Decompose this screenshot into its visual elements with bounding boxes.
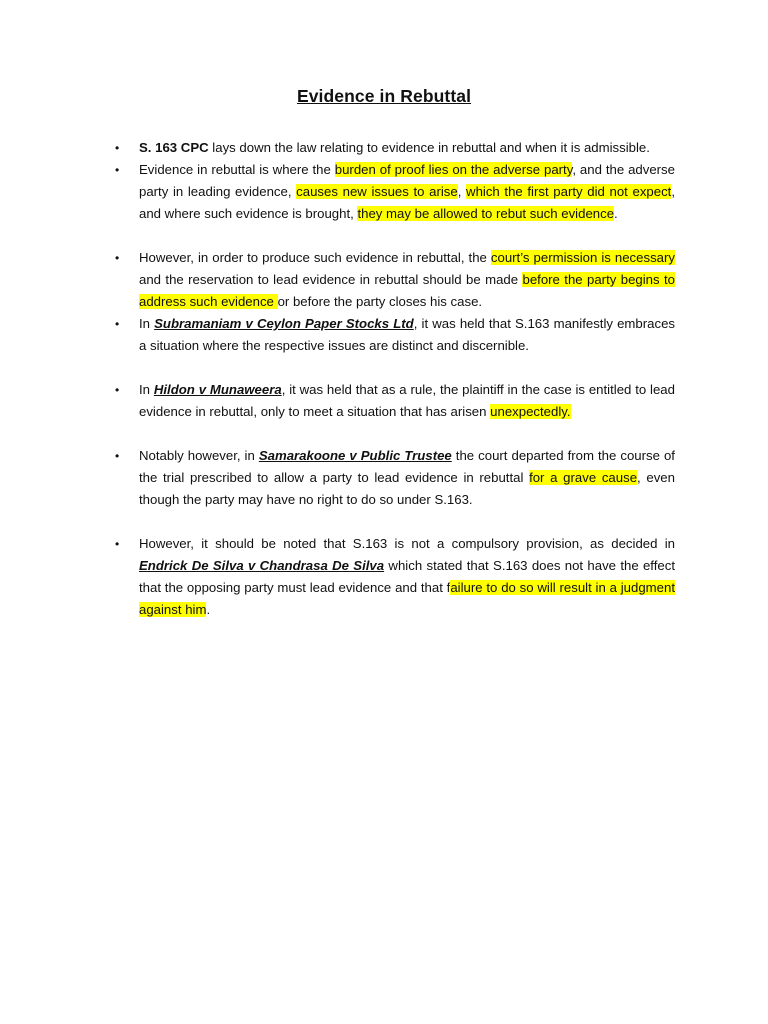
body-text: In xyxy=(139,382,154,397)
bullet-item xyxy=(139,313,675,357)
document-title: Evidence in Rebuttal xyxy=(296,86,472,106)
body-text: which stated that S.163 does not have the effect that the opposing party must lead evidence and that f xyxy=(139,558,675,595)
bullet-list xyxy=(139,137,675,621)
bullet-item xyxy=(139,137,675,159)
highlighted-text: causes new issues to arise xyxy=(296,184,458,199)
highlighted-text: they may be allowed to rebut such evidence xyxy=(357,206,615,221)
body-text: and the reservation to lead evidence in rebuttal should be made xyxy=(139,272,523,287)
case-name: Subramaniam v Ceylon Paper Stocks Ltd xyxy=(154,316,414,331)
bullet-item xyxy=(139,247,675,313)
bold-text: S. 163 CPC xyxy=(139,140,209,155)
highlighted-text: court’s permission is necessary xyxy=(490,250,675,265)
body-text: However, it should be noted that S.163 is not a compulsory provision, as decided in xyxy=(139,536,675,551)
body-text: , it was held that as a rule, the plaintiff in the case is entitled to lead evidence in rebuttal, only to meet a situation that has arisen xyxy=(139,382,675,419)
body-text: Evidence in rebuttal is where the xyxy=(139,162,335,177)
body-text: , xyxy=(457,184,467,199)
body-text: . xyxy=(206,602,211,617)
case-name: Endrick De Silva v Chandrasa De Silva xyxy=(139,558,385,573)
case-name: Samarakoone v Public Trustee xyxy=(258,448,452,463)
body-text: . xyxy=(614,206,618,221)
body-text: the court departed from the course of the trial prescribed to allow a party to lead evidence in rebuttal xyxy=(139,448,675,485)
body-text: lays down the law relating to evidence in rebuttal and when it is admissible. xyxy=(208,140,650,155)
bullet-item xyxy=(139,445,675,511)
body-text: , even though the party may have no right to do so under S.163. xyxy=(139,470,675,507)
bullet-item xyxy=(139,159,675,225)
body-text: In xyxy=(139,316,155,331)
bullet-item xyxy=(139,533,675,621)
case-name: Hildon v Munaweera xyxy=(153,382,282,397)
highlighted-text: ailure to do so will result in a judgment against him xyxy=(139,580,675,617)
body-text: , and the adverse party in leading evidence, xyxy=(139,162,675,199)
bullet-item xyxy=(139,379,675,423)
highlighted-text: unexpectedly. xyxy=(490,404,571,419)
body-text: or before the party closes his case. xyxy=(277,294,483,309)
highlighted-text: which the first party did not expect xyxy=(466,184,672,199)
body-text: Notably however, in xyxy=(139,448,259,463)
body-text: , it was held that S.163 manifestly embraces a situation where the respective issues are distinct and discernible. xyxy=(139,316,676,353)
body-text: However, in order to produce such evidence in rebuttal, the xyxy=(139,250,491,265)
highlighted-text: before the party begins to address such evidence xyxy=(139,272,675,309)
highlighted-text: for a grave cause xyxy=(529,470,638,485)
highlighted-text: burden of proof lies on the adverse party xyxy=(334,162,573,177)
body-text: , and where such evidence is brought, xyxy=(139,184,676,221)
